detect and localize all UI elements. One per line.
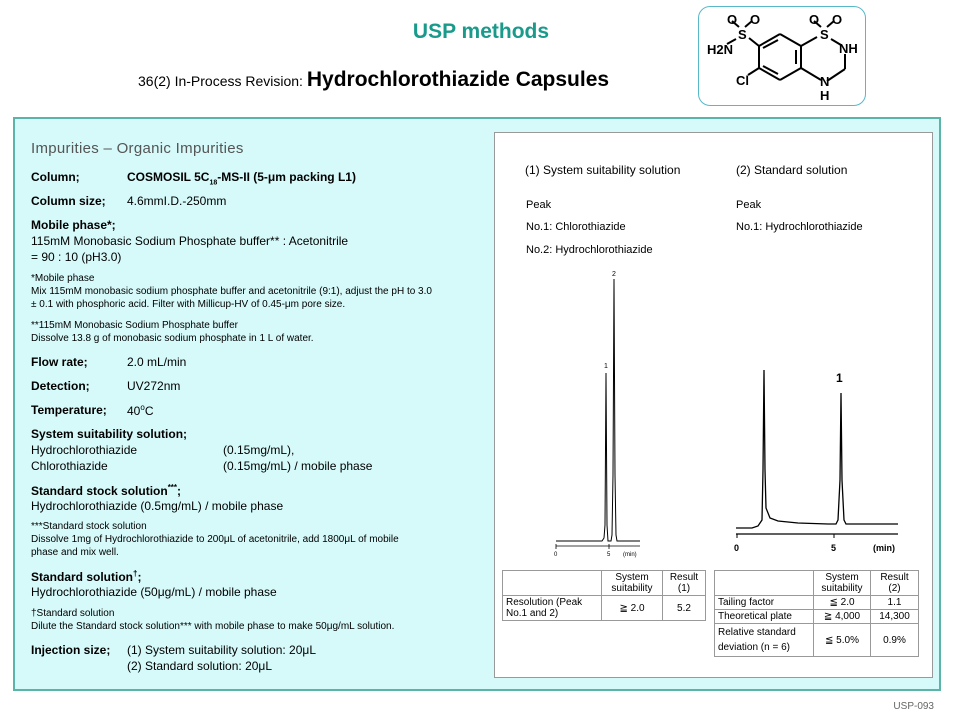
- flow-rate-label: Flow rate;: [31, 355, 88, 369]
- atom-o: O: [832, 12, 843, 27]
- detection-label: Detection;: [31, 379, 90, 393]
- injection-line1: (1) System suitability solution: 20μL: [127, 643, 316, 657]
- column-size-row: [31, 194, 227, 208]
- injection-label: Injection size;: [31, 643, 111, 657]
- row-res: 0.9%: [871, 624, 919, 657]
- atom-o: O: [809, 12, 820, 27]
- right-peak1: No.1: Hydrochlorothiazide: [736, 221, 863, 233]
- atom-s: S: [820, 27, 829, 42]
- table-header-row: [503, 571, 706, 596]
- row-sys: ≦ 5.0%: [814, 624, 871, 657]
- left-peak-header: Peak: [526, 199, 552, 211]
- row-res: 14,300: [871, 610, 919, 624]
- page-subtitle: [138, 68, 609, 92]
- header-sys: System suitability: [814, 571, 871, 596]
- temperature-row: [31, 403, 154, 418]
- row-sys: ≦ 2.0: [814, 596, 871, 610]
- column-size-label: Column size;: [31, 194, 106, 208]
- atom-cl: Cl: [736, 73, 749, 88]
- mobile-phase-label: Mobile phase*;: [31, 218, 116, 232]
- right-peak-label-1: 1: [836, 371, 843, 385]
- table-row: [715, 610, 919, 624]
- temperature-label: Temperature;: [31, 403, 107, 417]
- ss-item2-conc: (0.15mg/mL) / mobile phase: [223, 459, 373, 473]
- subtitle-main: Hydrochlorothiazide Capsules: [306, 68, 610, 91]
- page-title: USP methods: [412, 20, 550, 43]
- mobile-phase-line1: 115mM Monobasic Sodium Phosphate buffer** : Acetonitrile: [31, 234, 349, 248]
- left-trace: [556, 279, 640, 541]
- table-row: [503, 596, 706, 621]
- left-results-table: [502, 570, 706, 621]
- row-sys: ≧ 2.0: [602, 596, 663, 621]
- ss-item1-conc: (0.15mg/mL),: [223, 443, 295, 457]
- stock-note: ***Standard stock solution Dissolve 1mg of Hydrochlorothiazide to 200μL of acetonitrile, add 1800μL of mobile phase and mix well.: [31, 521, 399, 558]
- row-name: Tailing factor: [715, 596, 814, 610]
- left-tick-5: 5: [607, 552, 611, 558]
- footer-code: USP-093: [893, 701, 934, 712]
- column-size-value: 4.6mmI.D.-250mm: [127, 194, 227, 208]
- atom-o: O: [750, 12, 761, 27]
- right-trace: [736, 370, 898, 528]
- temperature-value: 40$^o$C: [127, 403, 154, 418]
- std-label: Standard solution†;: [31, 569, 142, 584]
- left-axis-unit: (min): [623, 552, 637, 558]
- atom-h: H: [820, 88, 830, 103]
- ss-item1-name: Hydrochlorothiazide: [31, 443, 138, 457]
- std-note: †Standard solution Dilute the Standard stock solution*** with mobile phase to make 50μg/mL solution.: [31, 608, 395, 632]
- stock-label: Standard stock solution***;: [31, 483, 182, 498]
- table-header-row: [715, 571, 919, 596]
- right-chromatogram: [728, 360, 908, 560]
- atom-h2n: H2N: [707, 42, 734, 57]
- left-chromatogram: [548, 265, 648, 560]
- left-chrom-heading: (1) System suitability solution: [525, 163, 681, 177]
- mobile-phase-note: *Mobile phase Mix 115mM monobasic sodium phosphate buffer and acetonitrile (9:1), adjust the pH to 3.0 ± 0.1 with phosphoric acid. Filter with Millicup-HV of 0.45-μm pore size.: [31, 273, 432, 310]
- atom-n: N: [820, 74, 830, 89]
- left-peak-label-2: 2: [612, 271, 616, 278]
- column-value: COSMOSIL $5C_{18}-MS-II$ (5-μm packing L1): [127, 170, 356, 187]
- right-axis-unit: (min): [873, 543, 895, 553]
- atom-nh: NH: [839, 41, 858, 56]
- header-res: Result (2): [871, 571, 919, 596]
- table-row: [715, 596, 919, 610]
- mobile-phase-line2: = 90 : 10 (pH3.0): [31, 250, 122, 264]
- column-label: Column;: [31, 170, 80, 184]
- flow-rate-value: 2.0 mL/min: [127, 355, 187, 369]
- header-sys: System suitability: [602, 571, 663, 596]
- right-results-table: [714, 570, 919, 657]
- right-chrom-heading: (2) Standard solution: [736, 163, 848, 177]
- row-name: Resolution (Peak No.1 and 2): [503, 596, 602, 621]
- buffer-note: **115mM Monobasic Sodium Phosphate buffer Dissolve 13.8 g of monobasic sodium phosphate in 1 L of water.: [31, 320, 314, 344]
- left-peak2: No.2: Hydrochlorothiazide: [526, 244, 653, 256]
- left-tick-0: 0: [554, 552, 558, 558]
- stock-value: Hydrochlorothiazide (0.5mg/mL) / mobile phase: [31, 499, 284, 513]
- row-res: 1.1: [871, 596, 919, 610]
- row-name: Theoretical plate: [715, 610, 814, 624]
- subtitle-prefix: 36(2) In-Process Revision:: [138, 73, 303, 89]
- row-name: Relative standard deviation (n = 6): [715, 624, 814, 657]
- atom-o: O: [727, 12, 738, 27]
- right-tick-5: 5: [831, 543, 837, 553]
- ss-item2-name: Chlorothiazide: [31, 459, 108, 473]
- flow-rate-row: [31, 355, 187, 369]
- structure-box: [698, 6, 866, 106]
- section-heading: Impurities – Organic Impurities: [31, 140, 244, 157]
- right-tick-0: 0: [734, 543, 740, 553]
- detection-value: UV272nm: [127, 379, 181, 393]
- left-peak-label-1: 1: [604, 363, 608, 370]
- detection-row: [31, 379, 181, 393]
- table-row: [715, 624, 919, 657]
- atom-s: S: [738, 27, 747, 42]
- column-row: [31, 170, 356, 187]
- ss-label: System suitability solution;: [31, 427, 188, 441]
- injection-line2: (2) Standard solution: 20μL: [127, 659, 273, 673]
- right-peak-header: Peak: [736, 199, 762, 211]
- injection-row: [31, 643, 316, 657]
- row-sys: ≧ 4,000: [814, 610, 871, 624]
- left-peak1: No.1: Chlorothiazide: [526, 221, 626, 233]
- hydrochlorothiazide-structure: [699, 7, 865, 105]
- row-res: 5.2: [663, 596, 706, 621]
- std-value: Hydrochlorothiazide (50μg/mL) / mobile phase: [31, 585, 277, 599]
- header-res: Result (1): [663, 571, 706, 596]
